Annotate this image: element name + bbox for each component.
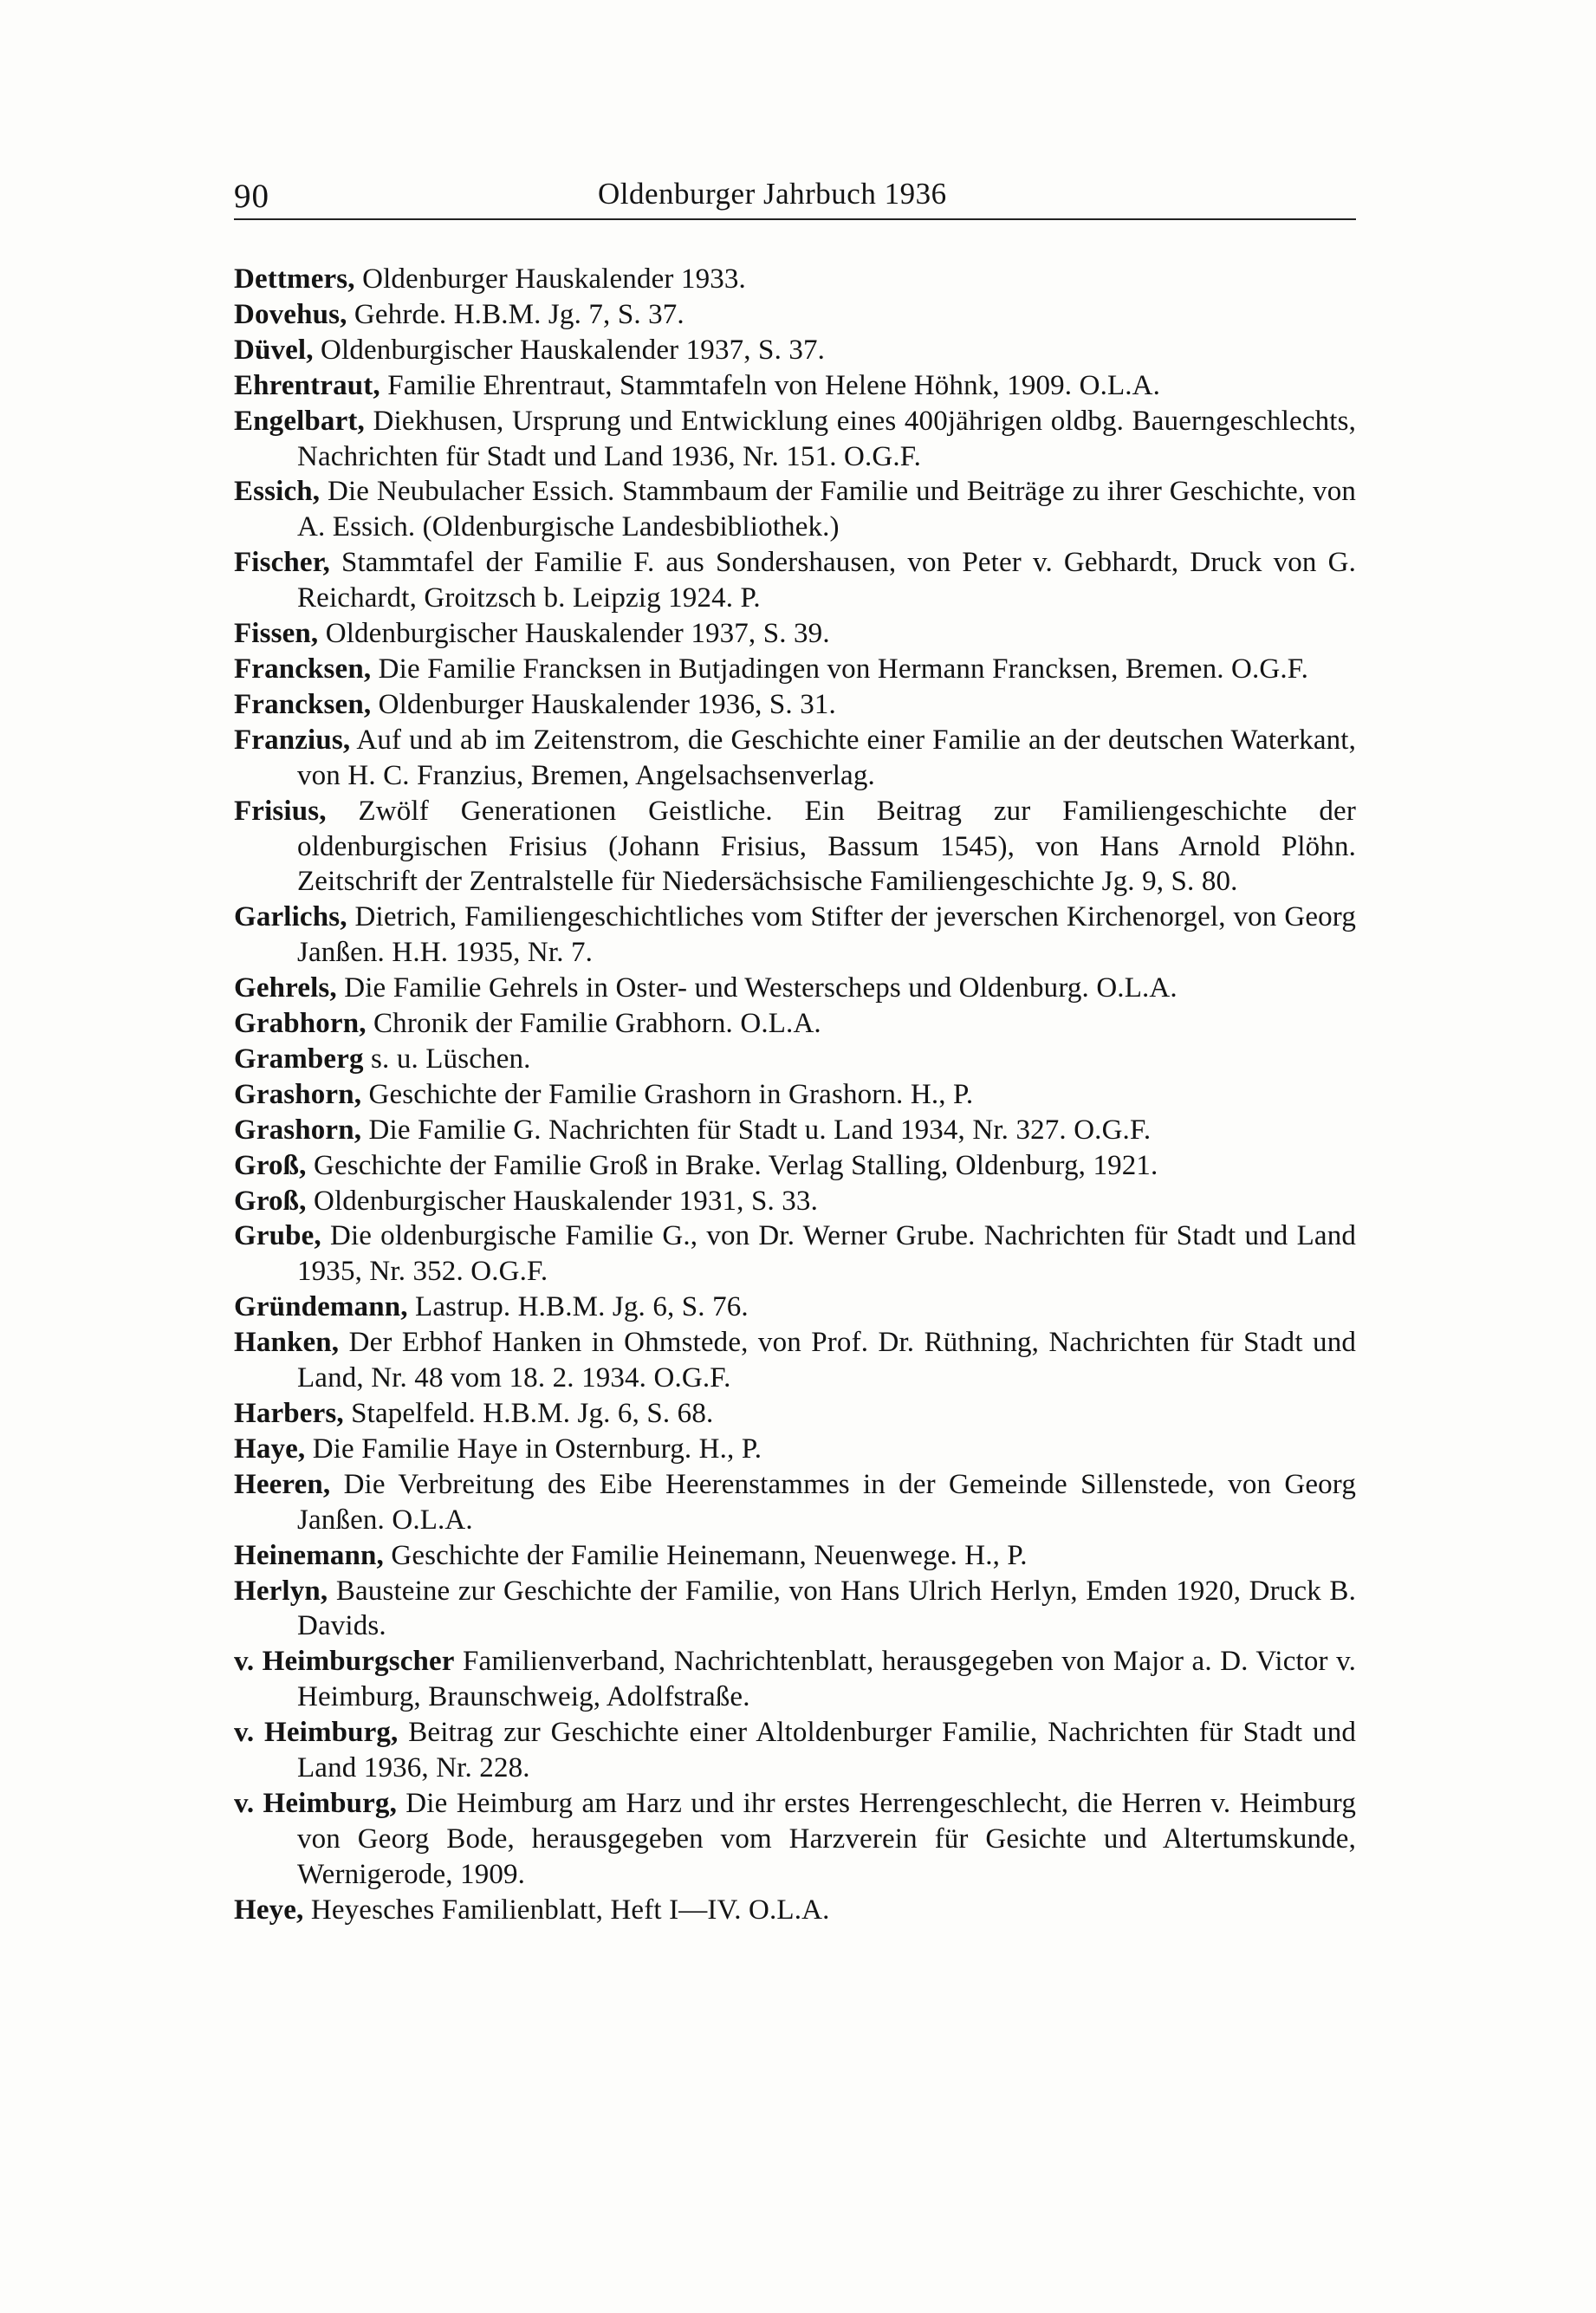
entry-family-name: Düvel, bbox=[234, 334, 314, 366]
entry-family-name: Grabhorn, bbox=[234, 1008, 367, 1040]
bibliography-entry bbox=[234, 1006, 1356, 1042]
bibliography-list bbox=[234, 262, 1356, 1928]
entry-text: Geschichte der Familie Heinemann, Neuenwege. H., P. bbox=[383, 1539, 1028, 1571]
running-title: Oldenburger Jahrbuch 1936 bbox=[598, 177, 947, 211]
bibliography-entry bbox=[234, 333, 1356, 368]
entry-family-name: Engelbart, bbox=[234, 405, 365, 437]
bibliography-entry bbox=[234, 687, 1356, 723]
bibliography-entry bbox=[234, 1786, 1356, 1893]
bibliography-entry bbox=[234, 1538, 1356, 1574]
bibliography-entry bbox=[234, 1432, 1356, 1467]
entry-family-name: Hanken, bbox=[234, 1327, 340, 1359]
bibliography-entry bbox=[234, 652, 1356, 687]
entry-text: Die Heimburg am Harz und ihr erstes Herrengeschlecht, die Herren v. Heimburg von Georg Bode, herausgegeben vom Harzverein für Gesichte und Altertumskunde, Wernigerode, 1909. bbox=[297, 1787, 1356, 1890]
entry-family-name: v. Heimburg, bbox=[234, 1787, 397, 1819]
entry-text: Beitrag zur Geschichte einer Altoldenburger Familie, Nachrichten für Stadt und Land 1936, Nr. 228. bbox=[297, 1717, 1356, 1784]
entry-family-name: Haye, bbox=[234, 1433, 306, 1465]
entry-text: s. u. Lüschen. bbox=[363, 1043, 531, 1075]
bibliography-entry bbox=[234, 971, 1356, 1006]
entry-family-name: Harbers, bbox=[234, 1398, 344, 1429]
bibliography-entry bbox=[234, 368, 1356, 404]
entry-family-name: Dettmers, bbox=[234, 263, 355, 295]
entry-text: Diekhusen, Ursprung und Entwicklung eines 400jährigen oldbg. Bauerngeschlechts, Nachrichten für Stadt und Land 1936, Nr. 151. O.G.F. bbox=[297, 405, 1356, 472]
entry-family-name: Franzius, bbox=[234, 724, 351, 756]
entry-text: Chronik der Familie Grabhorn. O.L.A. bbox=[366, 1008, 821, 1040]
entry-family-name: Heinemann, bbox=[234, 1539, 384, 1571]
bibliography-entry bbox=[234, 1290, 1356, 1325]
entry-text: Oldenburger Hauskalender 1936, S. 31. bbox=[371, 688, 836, 720]
bibliography-entry bbox=[234, 723, 1356, 794]
entry-text: Die Familie Francksen in Butjadingen von Hermann Francksen, Bremen. O.G.F. bbox=[371, 653, 1309, 685]
entry-text: Zwölf Generationen Geistliche. Ein Beitrag zur Familiengeschichte der oldenburgischen Frisius (Johann Frisius, Bassum 1545), von Hans Arnold Plöhn. Zeitschrift der Zentralstelle für Niedersächsische Familiengeschichte Jg. 9, S. 80. bbox=[297, 795, 1356, 898]
entry-text: Stapelfeld. H.B.M. Jg. 6, S. 68. bbox=[343, 1398, 714, 1429]
entry-text: Lastrup. H.B.M. Jg. 6, S. 76. bbox=[407, 1291, 749, 1323]
bibliography-entry bbox=[234, 1574, 1356, 1645]
entry-text: Geschichte der Familie Grashorn in Grashorn. H., P. bbox=[361, 1078, 974, 1110]
entry-family-name: Dovehus, bbox=[234, 298, 347, 330]
entry-family-name: Grube, bbox=[234, 1220, 321, 1252]
bibliography-entry bbox=[234, 616, 1356, 652]
bibliography-entry bbox=[234, 1644, 1356, 1715]
entry-text: Familienverband, Nachrichtenblatt, herausgegeben von Major a. D. Victor v. Heimburg, Braunschweig, Adolfstraße. bbox=[297, 1646, 1357, 1713]
entry-family-name: Garlichs, bbox=[234, 901, 347, 933]
bibliography-entry bbox=[234, 1148, 1356, 1184]
bibliography-entry bbox=[234, 297, 1356, 333]
bibliography-entry bbox=[234, 1042, 1356, 1077]
entry-family-name: Heye, bbox=[234, 1894, 304, 1926]
entry-text: Der Erbhof Hanken in Ohmstede, von Prof. Dr. Rüthning, Nachrichten für Stadt und Land, Nr. 48 vom 18. 2. 1934. O.G.F. bbox=[297, 1327, 1356, 1394]
entry-family-name: Gründemann, bbox=[234, 1291, 408, 1323]
entry-family-name: Francksen, bbox=[234, 688, 372, 720]
entry-text: Die Familie Haye in Osternburg. H., P. bbox=[305, 1433, 762, 1465]
entry-text: Die Familie G. Nachrichten für Stadt u. Land 1934, Nr. 327. O.G.F. bbox=[361, 1114, 1152, 1146]
entry-text: Die Verbreitung des Eibe Heerenstammes in der Gemeinde Sillenstede, von Georg Janßen. O.L.A. bbox=[297, 1468, 1356, 1536]
entry-family-name: Heeren, bbox=[234, 1468, 331, 1500]
bibliography-entry bbox=[234, 1113, 1356, 1148]
bibliography-entry bbox=[234, 474, 1356, 545]
entry-text: Die Neubulacher Essich. Stammbaum der Familie und Beiträge zu ihrer Geschichte, von A. Essich. (Oldenburgische Landesbibliothek.) bbox=[297, 476, 1356, 543]
bibliography-entry bbox=[234, 1467, 1356, 1538]
entry-text: Heyesches Familienblatt, Heft I—IV. O.L.A. bbox=[303, 1894, 830, 1926]
bibliography-entry bbox=[234, 1184, 1356, 1219]
entry-family-name: Frisius, bbox=[234, 795, 327, 827]
entry-family-name: Gehrels, bbox=[234, 972, 337, 1004]
entry-text: Die oldenburgische Familie G., von Dr. Werner Grube. Nachrichten für Stadt und Land 1935, Nr. 352. O.G.F. bbox=[297, 1220, 1356, 1288]
entry-text: Dietrich, Familiengeschichtliches vom Stifter der jeverschen Kirchenorgel, von Georg Janßen. H.H. 1935, Nr. 7. bbox=[297, 901, 1356, 969]
entry-family-name: Essich, bbox=[234, 476, 321, 508]
entry-family-name: v. Heimburgscher bbox=[234, 1646, 455, 1678]
entry-family-name: Groß, bbox=[234, 1185, 307, 1217]
entry-family-name: Francksen, bbox=[234, 653, 372, 685]
entry-family-name: Herlyn, bbox=[234, 1575, 328, 1607]
entry-text: Oldenburger Hauskalender 1933. bbox=[354, 263, 746, 295]
entry-family-name: Fischer, bbox=[234, 547, 330, 579]
bibliography-entry bbox=[234, 545, 1356, 616]
bibliography-entry bbox=[234, 900, 1356, 971]
entry-text: Auf und ab im Zeitenstrom, die Geschichte einer Familie an der deutschen Waterkant, von H. C. Franzius, Bremen, Angelsachsenverlag. bbox=[297, 724, 1356, 791]
entry-family-name: v. Heimburg, bbox=[234, 1717, 399, 1749]
bibliography-entry bbox=[234, 1077, 1356, 1113]
entry-family-name: Gramberg bbox=[234, 1043, 364, 1075]
entry-text: Geschichte der Familie Groß in Brake. Verlag Stalling, Oldenburg, 1921. bbox=[306, 1149, 1158, 1181]
entry-family-name: Ehrentraut, bbox=[234, 369, 380, 401]
entry-text: Oldenburgischer Hauskalender 1937, S. 37. bbox=[313, 334, 826, 366]
entry-family-name: Fissen, bbox=[234, 618, 319, 650]
bibliography-entry bbox=[234, 1893, 1356, 1928]
bibliography-entry bbox=[234, 1325, 1356, 1396]
page-number: 90 bbox=[234, 178, 269, 215]
entry-text: Stammtafel der Familie F. aus Sondershausen, von Peter v. Gebhardt, Druck von G. Reichardt, Groitzsch b. Leipzig 1924. P. bbox=[297, 547, 1356, 614]
entry-text: Familie Ehrentraut, Stammtafeln von Helene Höhnk, 1909. O.L.A. bbox=[380, 369, 1161, 401]
entry-text: Die Familie Gehrels in Oster- und Westerscheps und Oldenburg. O.L.A. bbox=[336, 972, 1178, 1004]
bibliography-entry bbox=[234, 404, 1356, 475]
bibliography-entry bbox=[234, 1218, 1356, 1290]
entry-text: Bausteine zur Geschichte der Familie, von Hans Ulrich Herlyn, Emden 1920, Druck B. Davids. bbox=[297, 1575, 1356, 1642]
entry-family-name: Grashorn, bbox=[234, 1078, 362, 1110]
entry-text: Gehrde. H.B.M. Jg. 7, S. 37. bbox=[347, 298, 684, 330]
bibliography-entry bbox=[234, 794, 1356, 900]
entry-family-name: Groß, bbox=[234, 1149, 307, 1181]
entry-text: Oldenburgischer Hauskalender 1931, S. 33. bbox=[306, 1185, 818, 1217]
bibliography-entry bbox=[234, 262, 1356, 297]
bibliography-entry bbox=[234, 1715, 1356, 1786]
running-header bbox=[234, 173, 1356, 220]
entry-text: Oldenburgischer Hauskalender 1937, S. 39. bbox=[318, 618, 830, 650]
entry-family-name: Grashorn, bbox=[234, 1114, 362, 1146]
bibliography-entry bbox=[234, 1396, 1356, 1432]
